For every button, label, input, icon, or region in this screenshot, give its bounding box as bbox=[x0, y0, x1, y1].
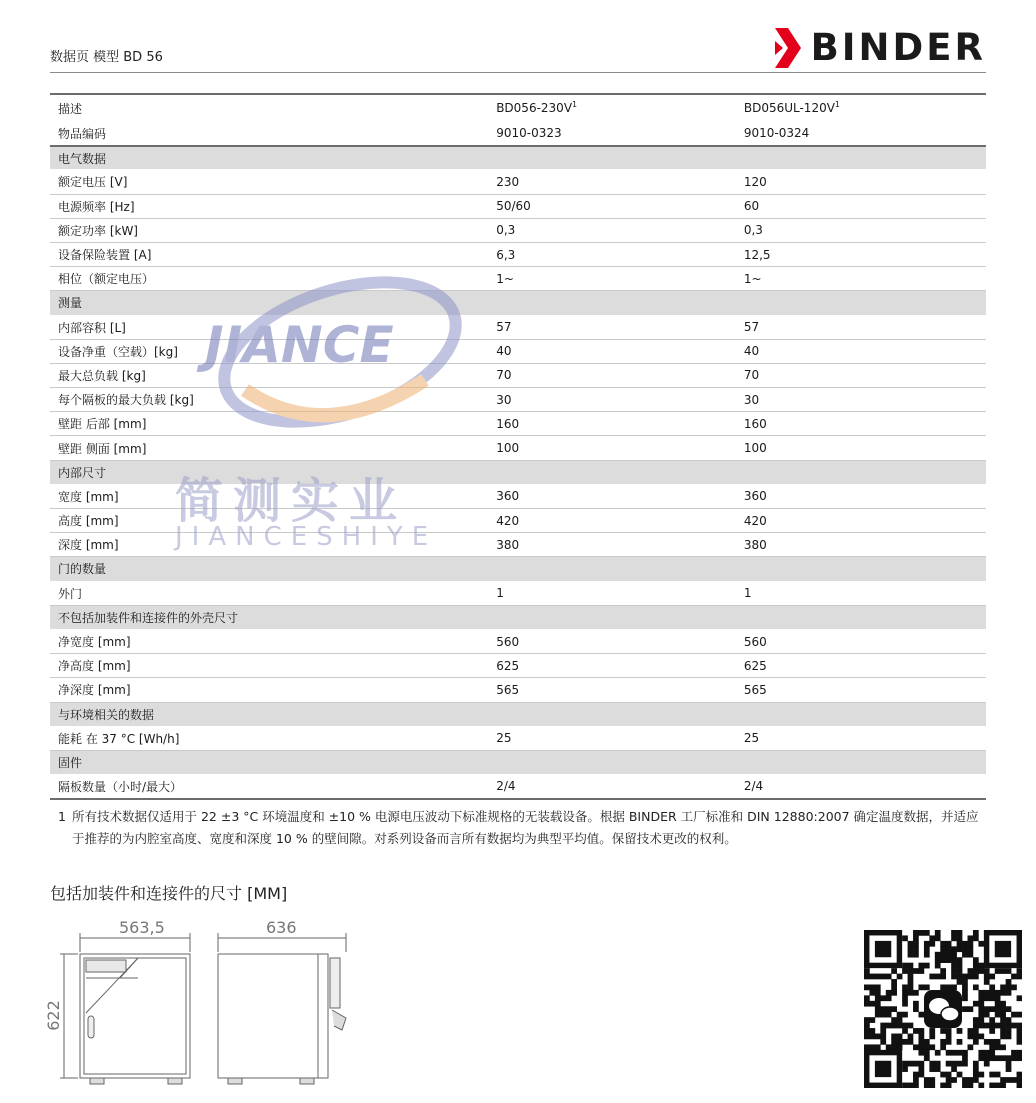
row-value-a: 30 bbox=[488, 388, 736, 412]
table-row bbox=[50, 436, 986, 460]
row-value-a: 560 bbox=[488, 629, 736, 653]
row-value-a: 0,3 bbox=[488, 218, 736, 242]
footnote-number: 1 bbox=[58, 809, 66, 824]
dimension-drawing bbox=[43, 918, 350, 1090]
row-value-b: 120 bbox=[736, 170, 986, 194]
row-value-a: 70 bbox=[488, 363, 736, 387]
row-value-b: 565 bbox=[736, 678, 986, 702]
row-value-b: 0,3 bbox=[736, 218, 986, 242]
row-label: 净宽度 [mm] bbox=[50, 629, 488, 653]
watermark-cn: 简测实业 bbox=[175, 473, 408, 529]
table-row bbox=[50, 484, 986, 508]
table-row bbox=[50, 654, 986, 678]
table-row bbox=[50, 678, 986, 702]
row-value-b: 380 bbox=[736, 533, 986, 557]
header-model-b: $BD056UL-120V^1$ bbox=[736, 94, 986, 122]
spec-table bbox=[50, 93, 986, 800]
row-label: 高度 [mm] bbox=[50, 509, 488, 533]
row-label: 每个隔板的最大负载 [kg] bbox=[50, 388, 488, 412]
row-value-b: 1~ bbox=[736, 267, 986, 291]
row-value-a: 565 bbox=[488, 678, 736, 702]
table-row bbox=[50, 194, 986, 218]
row-value-b: 420 bbox=[736, 509, 986, 533]
row-value-b: 70 bbox=[736, 363, 986, 387]
row-value-b: 30 bbox=[736, 388, 986, 412]
article-code-row bbox=[50, 122, 986, 146]
row-value-b: 60 bbox=[736, 194, 986, 218]
row-value-a: 1~ bbox=[488, 267, 736, 291]
row-value-a: 6,3 bbox=[488, 242, 736, 266]
row-label: 隔板数量（小时/最大） bbox=[50, 775, 488, 799]
row-label: 相位（额定电压） bbox=[50, 267, 488, 291]
section-row bbox=[50, 702, 986, 726]
svg-text:JIANCE: JIANCE bbox=[205, 316, 394, 374]
row-value-b: 160 bbox=[736, 412, 986, 436]
row-value-a: 57 bbox=[488, 315, 736, 339]
header-label: 描述 bbox=[50, 94, 488, 122]
wechat-qr-code-icon bbox=[864, 930, 1022, 1088]
width-dimension-label: 563,5 bbox=[119, 918, 165, 937]
section-row bbox=[50, 460, 986, 484]
page-title: 数据页 模型 BD 56 bbox=[50, 50, 163, 65]
section-title: 不包括加装件和连接件的外壳尺寸 bbox=[50, 605, 986, 629]
row-label: 额定电压 [V] bbox=[50, 170, 488, 194]
row-label: 电源频率 [Hz] bbox=[50, 194, 488, 218]
table-row bbox=[50, 775, 986, 799]
section-title: 与环境相关的数据 bbox=[50, 702, 986, 726]
table-row bbox=[50, 242, 986, 266]
row-label: 最大总负载 [kg] bbox=[50, 363, 488, 387]
row-label: 内部容积 [L] bbox=[50, 315, 488, 339]
row-value-a: 380 bbox=[488, 533, 736, 557]
row-value-a: 625 bbox=[488, 654, 736, 678]
section-title: 门的数量 bbox=[50, 557, 986, 581]
row-label: 设备净重（空载）[kg] bbox=[50, 339, 488, 363]
article-code-label: 物品编码 bbox=[50, 122, 488, 146]
row-value-b: 2/4 bbox=[736, 775, 986, 799]
footnote-text: 所有技术数据仅适用于 22 ±3 °C 环境温度和 ±10 % 电源电压波动下标准规格的无装载设备。根据 BINDER 工厂标准和 DIN 12880:2007 确定温度数据，并适应于推荐的为内腔室高度、宽度和深度 10 % 的壁间隙。对系列设备而言所有数据均为典型平均值。保留技术更改的权利。 bbox=[72, 809, 979, 846]
height-dimension-label: 622 bbox=[43, 1000, 63, 1031]
article-code-a: 9010-0323 bbox=[488, 122, 736, 146]
table-row bbox=[50, 581, 986, 605]
row-label: 宽度 [mm] bbox=[50, 484, 488, 508]
row-label: 净深度 [mm] bbox=[50, 678, 488, 702]
row-value-a: 100 bbox=[488, 436, 736, 460]
row-value-b: 625 bbox=[736, 654, 986, 678]
row-label: 能耗 在 37 °C [Wh/h] bbox=[50, 726, 488, 750]
row-label: 设备保险装置 [A] bbox=[50, 242, 488, 266]
footnote bbox=[58, 806, 984, 850]
table-row bbox=[50, 315, 986, 339]
table-row bbox=[50, 218, 986, 242]
table-row bbox=[50, 388, 986, 412]
table-row bbox=[50, 726, 986, 750]
table-row bbox=[50, 170, 986, 194]
section-title: 固件 bbox=[50, 750, 986, 774]
watermark-en: JIANCESHIYE bbox=[175, 522, 438, 552]
oven-drawing-icon bbox=[50, 918, 350, 1090]
section-title: 电气数据 bbox=[50, 146, 986, 170]
brand-name: BINDER bbox=[810, 26, 986, 69]
row-value-b: 25 bbox=[736, 726, 986, 750]
row-value-b: 560 bbox=[736, 629, 986, 653]
section-row bbox=[50, 750, 986, 774]
row-value-a: 50/60 bbox=[488, 194, 736, 218]
binder-logo bbox=[775, 26, 986, 69]
table-header-row bbox=[50, 94, 986, 122]
row-label: 壁距 侧面 [mm] bbox=[50, 436, 488, 460]
section-title: 内部尺寸 bbox=[50, 460, 986, 484]
header-model-a: $BD056-230V^1$ bbox=[488, 94, 736, 122]
table-row bbox=[50, 339, 986, 363]
section-row bbox=[50, 146, 986, 170]
section-row bbox=[50, 605, 986, 629]
row-value-a: 2/4 bbox=[488, 775, 736, 799]
row-label: 额定功率 [kW] bbox=[50, 218, 488, 242]
row-label: 壁距 后部 [mm] bbox=[50, 412, 488, 436]
binder-logo-mark-icon bbox=[775, 28, 801, 68]
row-value-b: 40 bbox=[736, 339, 986, 363]
depth-dimension-label: 636 bbox=[266, 918, 297, 937]
row-value-a: 1 bbox=[488, 581, 736, 605]
table-row bbox=[50, 412, 986, 436]
table-row bbox=[50, 509, 986, 533]
table-row bbox=[50, 629, 986, 653]
table-row bbox=[50, 267, 986, 291]
row-value-b: 100 bbox=[736, 436, 986, 460]
row-value-b: 57 bbox=[736, 315, 986, 339]
article-code-b: 9010-0324 bbox=[736, 122, 986, 146]
row-value-a: 420 bbox=[488, 509, 736, 533]
page-header bbox=[50, 0, 986, 73]
row-value-a: 360 bbox=[488, 484, 736, 508]
row-value-a: 25 bbox=[488, 726, 736, 750]
row-label: 净高度 [mm] bbox=[50, 654, 488, 678]
section-title: 测量 bbox=[50, 291, 986, 315]
row-value-b: 1 bbox=[736, 581, 986, 605]
table-row bbox=[50, 363, 986, 387]
row-value-b: 12,5 bbox=[736, 242, 986, 266]
row-label: 深度 [mm] bbox=[50, 533, 488, 557]
section-row bbox=[50, 557, 986, 581]
section-row bbox=[50, 291, 986, 315]
row-value-b: 360 bbox=[736, 484, 986, 508]
table-row bbox=[50, 533, 986, 557]
row-label: 外门 bbox=[50, 581, 488, 605]
row-value-a: 230 bbox=[488, 170, 736, 194]
row-value-a: 160 bbox=[488, 412, 736, 436]
dimensions-title: 包括加装件和连接件的尺寸 [MM] bbox=[50, 884, 288, 903]
row-value-a: 40 bbox=[488, 339, 736, 363]
